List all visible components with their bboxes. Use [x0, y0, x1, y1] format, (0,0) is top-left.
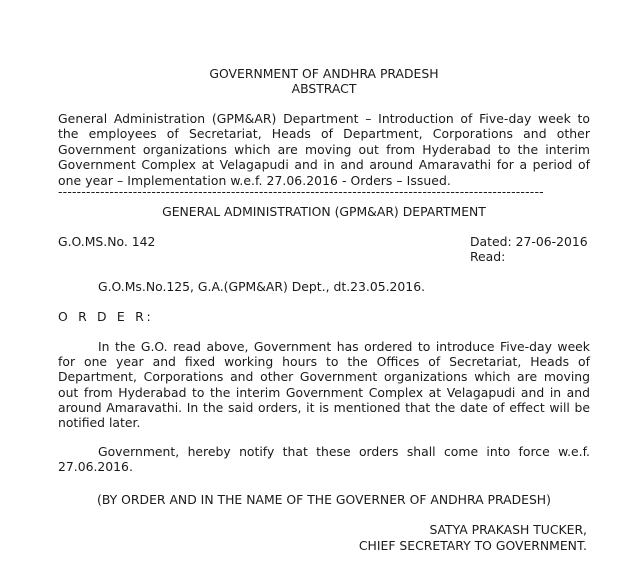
order-paragraph-1: In the G.O. read above, Government has ordered to introduce Five-day week for one year and fixed working hours to the Offices of Secretariat, Heads of Department, Corporations and other Government organizations which are moving out from Hyderabad to the interim Government Complex at Velagapudi and in and around Amaravathi. In the said orders, it is mentioned that the date of effect will be notified later. [58, 339, 590, 431]
order-heading: O R D E R: [58, 309, 154, 324]
signatory-name: SATYA PRAKASH TUCKER, [429, 522, 587, 537]
by-order-line: (BY ORDER AND IN THE NAME OF THE GOVERNER OF ANDHRA PRADESH) [97, 492, 551, 507]
government-heading: GOVERNMENT OF ANDHRA PRADESH [209, 66, 439, 81]
signatory-title: CHIEF SECRETARY TO GOVERNMENT. [358, 538, 587, 553]
read-label: Read: [470, 249, 506, 264]
department-heading: GENERAL ADMINISTRATION (GPM&AR) DEPARTMENT [162, 204, 486, 219]
go-number: G.O.MS.No. 142 [58, 234, 156, 249]
reference-line: G.O.Ms.No.125, G.A.(GPM&AR) Dept., dt.23.05.2016. [98, 279, 426, 294]
dated-label: Dated: 27-06-2016 [470, 234, 588, 249]
subject-paragraph: General Administration (GPM&AR) Department – Introduction of Five-day week to the employees of Secretariat, Heads of Department, Corporations and other Government organizations which are moving out from Hyderabad to the interim Government Complex at Velagapudi and in and around Amaravathi for a period of one year – Implementation w.e.f. 27.06.2016 - Orders – Issued. [58, 111, 590, 188]
order-paragraph-2: Government, hereby notify that these orders shall come into force w.e.f. 27.06.2016. [58, 444, 590, 475]
separator-line: -------------------------------------------------------------------------------------------------------- [58, 186, 544, 198]
abstract-heading: ABSTRACT [291, 81, 357, 96]
